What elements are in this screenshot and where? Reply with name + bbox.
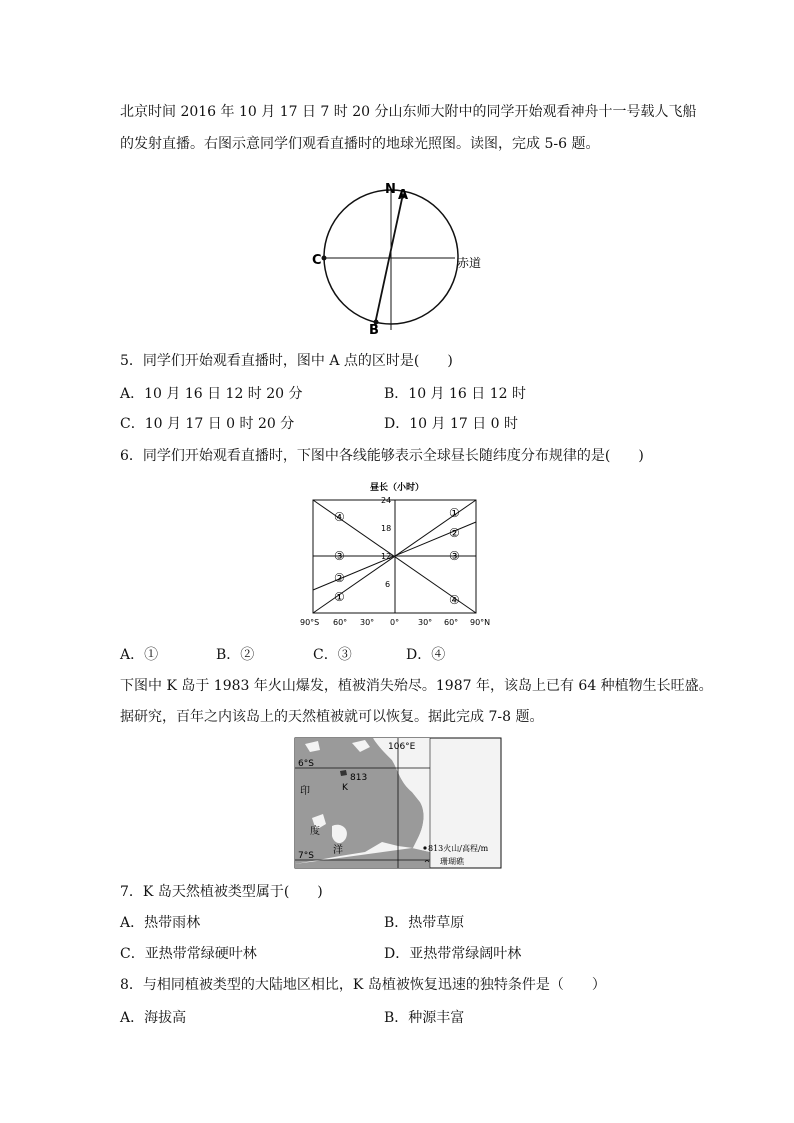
terminator-line (375, 194, 403, 324)
point-c (322, 256, 327, 261)
x-tick-0: 0° (390, 618, 400, 627)
q6-option-c[interactable]: C．③ (313, 647, 352, 663)
q7-option-d[interactable]: D．亚热带常绿阔叶林 (384, 946, 522, 962)
label-b: B (369, 323, 379, 338)
q8-option-a[interactable]: A．海拔高 (120, 1010, 187, 1026)
label-a: A (398, 188, 409, 203)
q7-stem: 7．K 岛天然植被类型属于( ) (120, 884, 323, 900)
q5-option-c[interactable]: C．10 月 17 日 0 时 20 分 (120, 416, 295, 432)
q5-option-a[interactable]: A．10 月 16 日 12 时 20 分 (120, 386, 303, 402)
label-7s: 7°S (298, 851, 314, 861)
q7-option-c[interactable]: C．亚热带常绿硬叶林 (120, 946, 257, 962)
q6-option-a[interactable]: A．① (120, 647, 159, 663)
island-k (340, 770, 347, 776)
label-equator: 赤道 (457, 256, 482, 270)
q6-stem: 6．同学们开始观看直播时，下图中各线能够表示全球昼长随纬度分布规律的是( ) (120, 448, 644, 464)
label-yin: 印 (300, 786, 310, 797)
marker-4-left: ④ (334, 510, 345, 524)
label-6s: 6°S (298, 759, 314, 769)
marker-2-right: ② (449, 526, 460, 540)
y-tick-12: 12 (381, 552, 392, 561)
y-tick-6: 6 (385, 580, 391, 589)
marker-3-right: ③ (449, 549, 460, 563)
legend-volcano-icon (423, 846, 426, 849)
q6-option-d[interactable]: D．④ (406, 647, 446, 663)
x-tick-30s: 30° (360, 618, 375, 627)
x-tick-60s: 60° (333, 618, 348, 627)
label-k: K (342, 783, 348, 793)
y-axis-label: 昼长（小时） (370, 483, 425, 493)
x-tick-90s: 90°S (300, 618, 320, 627)
marker-4-right: ④ (449, 593, 460, 607)
y-tick-24: 24 (381, 496, 392, 505)
q8-option-b[interactable]: B．种源丰富 (384, 1010, 465, 1026)
q7-option-b[interactable]: B．热带草原 (384, 915, 465, 931)
earth-illumination-figure (300, 175, 500, 345)
legend-volcano: 813火山/高程/m (428, 844, 489, 853)
q7-option-a[interactable]: A．热带雨林 (120, 915, 201, 931)
label-106e: 106°E (388, 742, 416, 752)
marker-3-left: ③ (334, 549, 345, 563)
day-length-chart (295, 478, 505, 630)
k-island-map (295, 738, 501, 868)
intro2-line-2: 据研究，百年之内该岛上的天然植被就可以恢复。据此完成 7-8 题。 (120, 709, 544, 725)
marker-2-left: ② (334, 571, 345, 585)
q5-option-b[interactable]: B．10 月 16 日 12 时 (384, 386, 526, 402)
intro-line-2: 的发射直播。右图示意同学们观看直播时的地球光照图。读图，完成 5-6 题。 (120, 136, 600, 152)
x-tick-60n: 60° (444, 618, 459, 627)
legend-reef: 珊瑚礁 (440, 857, 464, 866)
y-tick-18: 18 (381, 524, 392, 533)
x-tick-90n: 90°N (470, 618, 491, 627)
label-du: 度 (310, 826, 320, 837)
marker-1-left: ① (334, 590, 345, 604)
q5-stem: 5．同学们开始观看直播时，图中 A 点的区时是( ) (120, 353, 453, 369)
label-n: N (385, 182, 396, 197)
label-c: C (312, 253, 322, 268)
q8-stem: 8．与相同植被类型的大陆地区相比，K 岛植被恢复迅速的独特条件是（ ） (120, 977, 606, 993)
q6-option-b[interactable]: B．② (216, 647, 255, 663)
label-yang: 洋 (333, 845, 343, 856)
x-tick-30n: 30° (418, 618, 433, 627)
label-height: 813 (350, 773, 368, 783)
intro2-line-1: 下图中 K 岛于 1983 年火山爆发，植被消失殆尽。1987 年，该岛上已有 64 种植物生长旺盛。 (120, 678, 713, 694)
q5-option-d[interactable]: D．10 月 17 日 0 时 (384, 416, 519, 432)
intro-line-1: 北京时间 2016 年 10 月 17 日 7 时 20 分山东师大附中的同学开始观看神舟十一号载人飞船 (120, 104, 697, 120)
marker-1-right: ① (449, 506, 460, 520)
